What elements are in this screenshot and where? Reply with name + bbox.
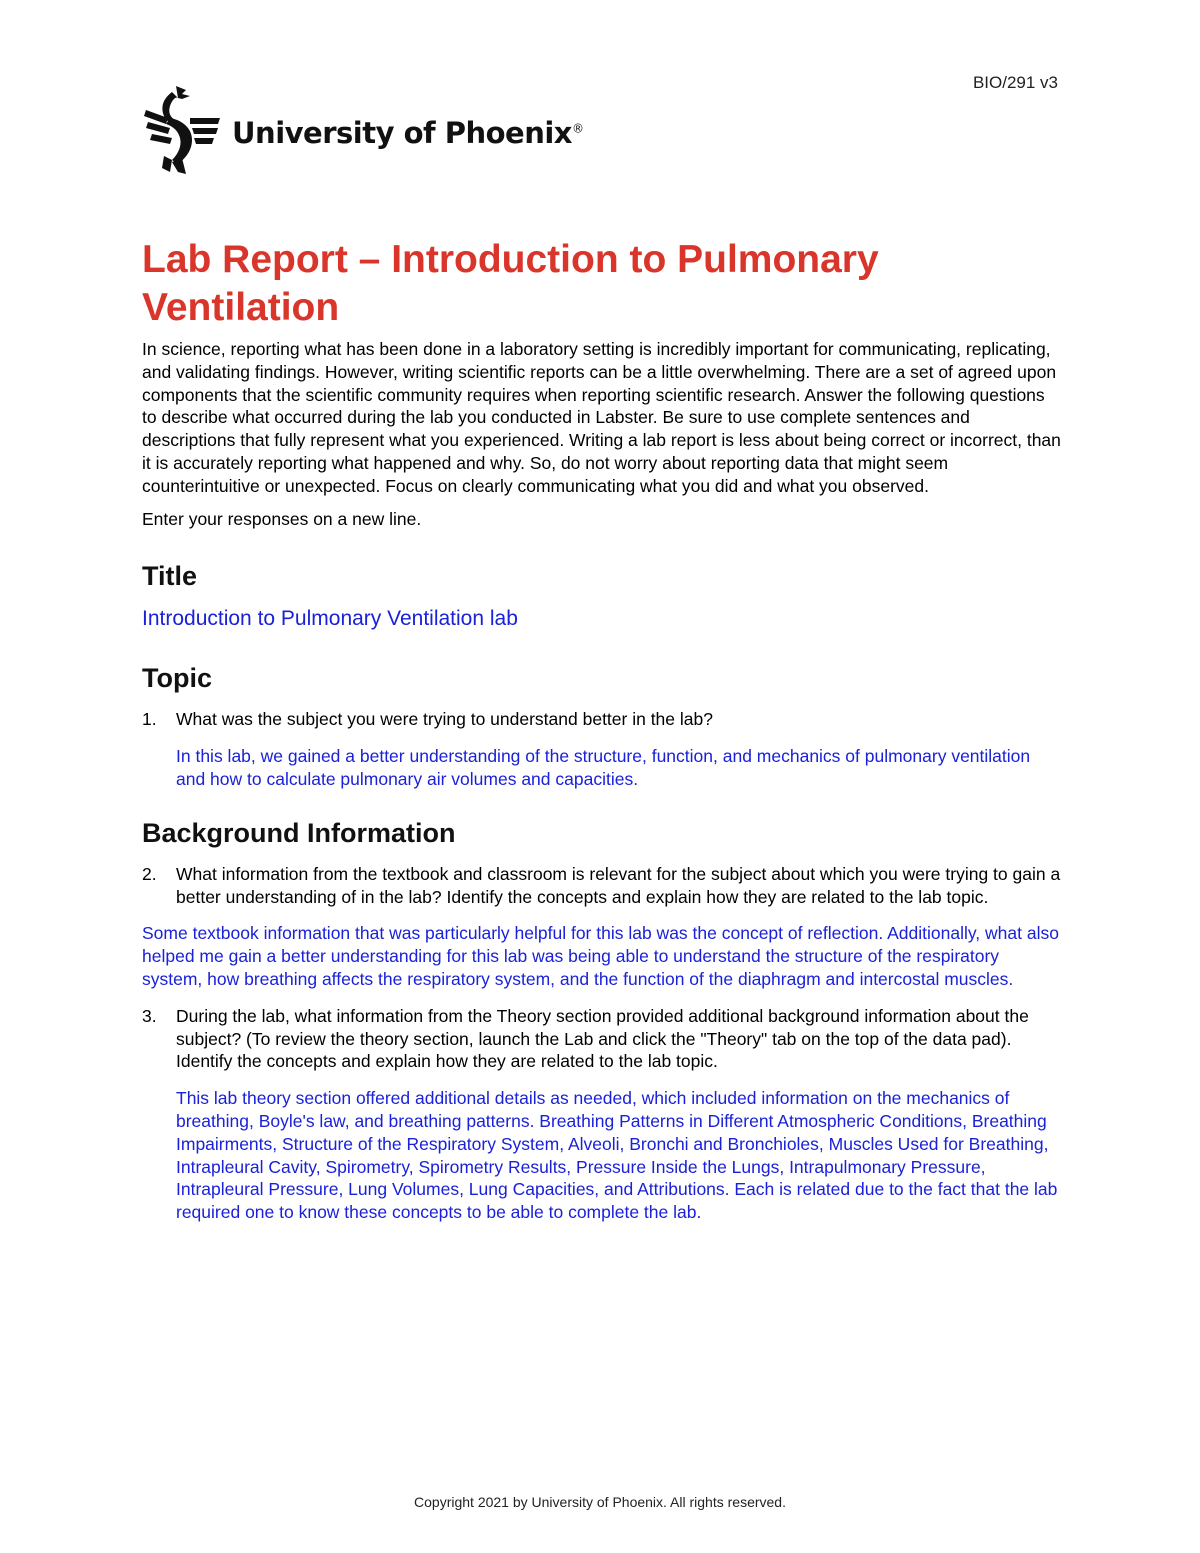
document-body — [142, 236, 1062, 1224]
section-heading-background: Background Information — [142, 817, 456, 848]
question-3-number: 3. — [142, 1005, 157, 1026]
question-1 — [142, 708, 1062, 731]
question-2 — [142, 863, 1062, 909]
question-3-answer: This lab theory section offered additional details as needed, which included information on the mechanics of breathing, Boyle's law, and breathing patterns. Breathing Patterns in Different Atmospheric Conditions, Breathing Impairments, Structure of the Respiratory System, Alveoli, Bronchi and Bronchioles, Muscles Used for Breathing, Intrapleural Cavity, Spirometry, Spirometry Results, Pressure Inside the Lungs, Intrapulmonary Pressure, Intrapleural Pressure, Lung Volumes, Lung Capacities, and Attributions. Each is related due to the fact that the lab required one to know these concepts to be able to complete the lab. — [176, 1088, 1058, 1223]
instruction-text: Enter your responses on a new line. — [142, 508, 422, 529]
section-heading-title: Title — [142, 561, 198, 592]
course-code: BIO/291 v3 — [972, 73, 1058, 92]
question-2-number: 2. — [142, 863, 157, 884]
logo-text: University of Phoenix® — [232, 116, 584, 150]
question-2-answer: Some textbook information that was particularly helpful for this lab was the concept of reflection. Additionally, what also helped me gain a better understanding for this lab was being able to understand the structure of the respiratory system, how breathing affects the respiratory system, and the function of the diaphragm and intercostal muscles. — [142, 923, 1059, 989]
phoenix-bird-icon — [142, 84, 222, 176]
registered-mark: ® — [572, 121, 584, 136]
question-1-text: What was the subject you were trying to understand better in the lab? — [176, 709, 713, 730]
title-answer: Introduction to Pulmonary Ventilation lab — [142, 607, 518, 631]
question-3-text: During the lab, what information from the Theory section provided additional background information about the subject? (To review the theory section, launch the Lab and click the "Theory" tab on the top of the data pad). Identify the concepts and explain how they are related to the lab topic. — [176, 1005, 1029, 1072]
intro-paragraph: In science, reporting what has been done in a laboratory setting is incredibly important for communicating, replicating, and validating findings. However, writing scientific reports can be a little overwhelming. There are a set of agreed upon components that the scientific community requires when reporting scientific research. Answer the following questions to describe what occurred during the lab you conducted in Labster. Be sure to use complete sentences and descriptions that fully represent what you experienced. Writing a lab report is less about being correct or incorrect, than it is accurately reporting what happened and why. So, do not worry about reporting data that might seem counterintuitive or unexpected. Focus on clearly communicating what you did and what you observed. — [142, 339, 1061, 496]
question-3 — [142, 1005, 1062, 1073]
question-1-number: 1. — [142, 709, 157, 730]
document-title: Lab Report – Introduction to Pulmonary Ventilation — [142, 238, 879, 329]
question-2-text: What information from the textbook and classroom is relevant for the subject about which you were trying to gain a better understanding of in the lab? Identify the concepts and explain how they are related to the lab topic. — [176, 863, 1061, 907]
question-1-answer: In this lab, we gained a better understanding of the structure, function, and mechanics of pulmonary ventilation and how to calculate pulmonary air volumes and capacities. — [176, 746, 1031, 789]
university-logo — [142, 84, 584, 176]
section-heading-topic: Topic — [142, 663, 212, 694]
footer-copyright: Copyright 2021 by University of Phoenix. All rights reserved. — [414, 1494, 786, 1510]
